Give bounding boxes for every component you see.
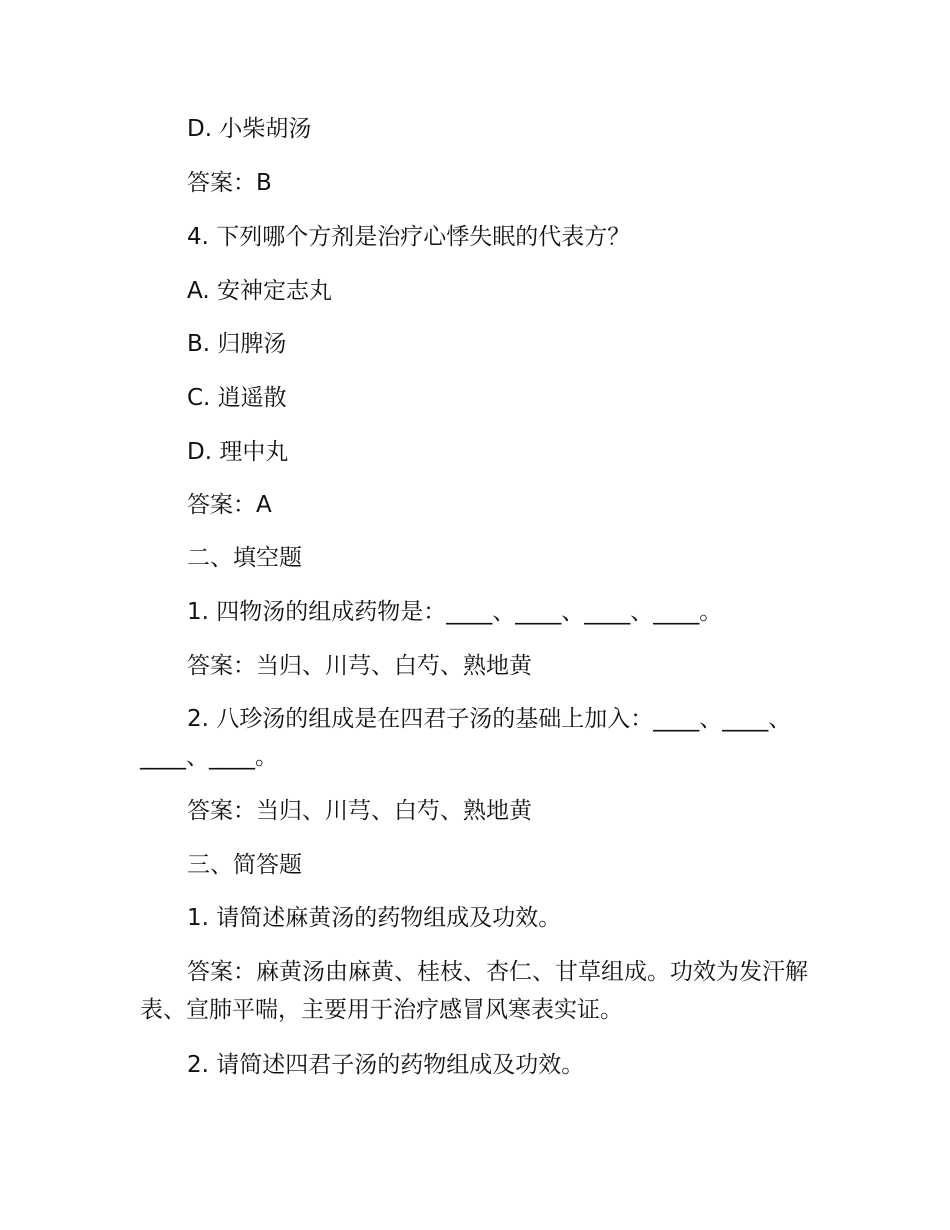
short-question-1: 1. 请简述麻黄汤的药物组成及功效。	[187, 905, 562, 931]
fill-question-2: 2. 八珍汤的组成是在四君子汤的基础上加入：____、____、____、____。	[140, 706, 792, 770]
short-question-2: 2. 请简述四君子汤的药物组成及功效。	[187, 1052, 585, 1078]
question-4: 4. 下列哪个方剂是治疗心悸失眠的代表方？	[187, 224, 631, 250]
section-heading-fill-in: 二、填空题	[187, 545, 302, 571]
option-c-xiaoyao: C. 逍遥散	[187, 385, 287, 411]
answer-q3: 答案：B	[187, 170, 272, 196]
option-a-anshendingzhi: A. 安神定志丸	[187, 278, 332, 304]
fill-question-1: 1. 四物汤的组成药物是：____、____、____、____。	[187, 599, 723, 625]
option-d-xiaochaihu: D. 小柴胡汤	[187, 116, 312, 142]
fill-answer-2: 答案：当归、川芎、白芍、熟地黄	[187, 798, 532, 824]
fill-answer-1: 答案：当归、川芎、白芍、熟地黄	[187, 653, 532, 679]
answer-q4: 答案：A	[187, 492, 272, 518]
section-heading-short-answer: 三、简答题	[187, 852, 302, 878]
option-b-guipi: B. 归脾汤	[187, 331, 287, 357]
short-answer-1: 答案：麻黄汤由麻黄、桂枝、杏仁、甘草组成。功效为发汗解表、宣肺平喘，主要用于治疗感冒风寒表实证。	[140, 959, 808, 1023]
option-d-lizhong: D. 理中丸	[187, 439, 289, 465]
